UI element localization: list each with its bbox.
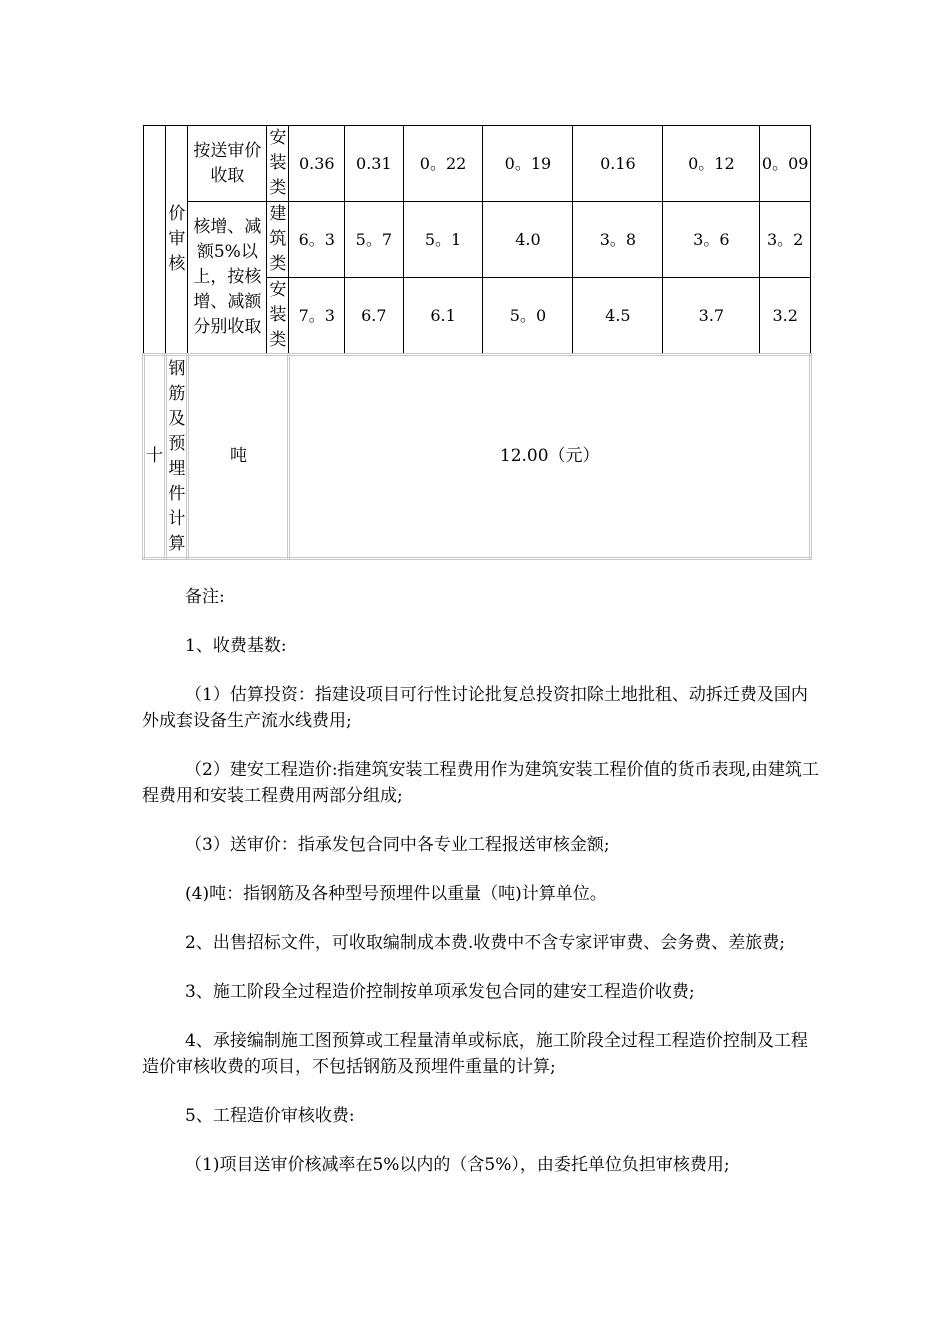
table-row [144,202,811,278]
kind-label: 建 筑 类 [267,202,289,278]
rate-cell: 3。8 [573,202,663,278]
rate-cell: 6。3 [289,202,345,278]
rate-cell: 5。0 [483,278,573,355]
table-row [144,355,811,559]
note-paragraph: 2、出售招标文件，可收取编制成本费.收费中不含专家评审费、会务费、差旅费; [185,933,785,953]
rate-cell: 6.7 [345,278,404,355]
rate-cell: 0。09 [760,126,811,202]
rate-cell: 7。3 [289,278,345,355]
rate-cell: 0。12 [663,126,760,202]
rate-cell: 0。22 [403,126,483,202]
fee-table [142,125,812,560]
kind-label: 安 装 类 [267,278,289,355]
note-paragraph: 4、承接编制施工图预算或工程量清单或标底，施工阶段全过程工程造价控制及工程造价审核收费的项目，不包括钢筋及预埋件重量的计算; [142,1031,808,1077]
note-paragraph: （2）建安工程造价:指建筑安装工程费用作为建筑安装工程价值的货币表现,由建筑工程费用和安装工程费用两部分组成; [142,760,819,806]
table-row [144,126,811,202]
rebar-item-label: 钢 筋 及 预 埋 件 计 算 [166,355,188,559]
notes-section [142,584,822,1178]
rate-cell: 5。1 [403,202,483,278]
rate-cell: 3。2 [760,202,811,278]
rate-cell: 0.31 [345,126,404,202]
item-label: 按送审价 收取 [188,126,267,202]
note-paragraph: (4)吨：指钢筋及各种型号预埋件以重量（吨)计算单位。 [185,884,607,904]
item-label: 核增、减 额5%以 上，按核 增、减额 分别收取 [188,202,267,355]
rate-cell: 4.5 [573,278,663,355]
note-paragraph: 5、工程造价审核收费: [185,1106,355,1126]
unit-cell: 吨 [188,355,289,559]
price-cell: 12.00（元） [289,355,811,559]
rate-cell: 0.36 [289,126,345,202]
rate-cell: 5。7 [345,202,404,278]
note-paragraph: （1)项目送审价核减率在5%以内的（含5%），由委托单位负担审核费用; [185,1155,730,1175]
rate-cell: 0.16 [573,126,663,202]
rate-cell: 3.2 [760,278,811,355]
kind-label: 安 装 类 [267,126,289,202]
rate-cell: 4.0 [483,202,573,278]
row-number: 十 [144,355,166,559]
note-paragraph: 3、施工阶段全过程造价控制按单项承发包合同的建安工程造价收费; [185,982,695,1002]
note-paragraph: 1、收费基数: [185,636,287,656]
rate-cell: 0。19 [483,126,573,202]
group-label: 价 审 核 [166,126,188,355]
note-paragraph: （3）送审价：指承发包合同中各专业工程报送审核金额; [185,835,610,855]
note-paragraph: （1）估算投资：指建设项目可行性讨论批复总投资扣除土地批租、动拆迁费及国内外成套设备生产流水线费用; [142,685,808,731]
rate-cell: 3。6 [663,202,760,278]
notes-heading: 备注: [185,587,225,607]
blank-cell [144,126,166,355]
rate-cell: 3.7 [663,278,760,355]
rate-cell: 6.1 [403,278,483,355]
